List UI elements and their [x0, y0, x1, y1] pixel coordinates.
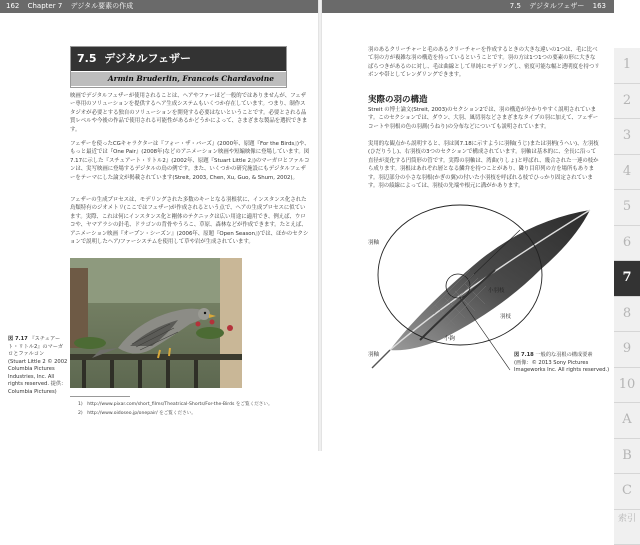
- feather-vane: [390, 210, 590, 350]
- figure-caption-text: 一般的な羽根の構成要素: [535, 352, 592, 358]
- chapter-tab-10[interactable]: 10: [614, 368, 640, 404]
- figure-label: 図 7.17: [8, 336, 28, 342]
- body-paragraph: Streit の博士論文(Streit, 2003)のセクション2では、羽の構造が分かりやすく説明されています。このセクションでは、ダウン、大羽、風切羽などさまざまなタイプの羽に加えて、フェザーコートや羽根の色の羽測(うねり)の分布などについても説明されています。: [368, 106, 600, 132]
- chapter-tab-5[interactable]: 5: [614, 190, 640, 226]
- label-barb: 羽枝: [500, 312, 512, 320]
- section-number: 7.5: [77, 52, 97, 65]
- chapter-tabs: [614, 48, 640, 545]
- falcon-illustration: [70, 258, 242, 388]
- chapter-tab-4[interactable]: 4: [614, 155, 640, 191]
- footnote-divider: [70, 396, 130, 397]
- section-title: デジタルフェザー: [104, 52, 191, 65]
- chapter-tab-3[interactable]: 3: [614, 119, 640, 155]
- body-paragraph: 実用的な観点から説明すると、羽は図7.18に示すように羽軸(うじ)または羽柄(うへい)、左羽枝(ひだりうし)、右羽枝の3つのセクションで構成されています。羽軸は基本的に、全長に沿って直径が変化する円筒形の管です。実際の羽軸は、湾曲(りしょ)と呼ばれ、幾合された一連の枝から成ります。羽根はあれぞれ層となる鱗弁を持つことがあり、隣り目印列の方を場所もあります。羽辺部分の小さな羽根(かぎの翼)の付いた小羽枝を呼ばれる枝でひっかり固定されています。羽の綾線によっては、羽枝の先端や根元に溝がかあります。: [368, 140, 600, 200]
- figure-credit: (画像：© 2013 Sony Pictures Imageworks Inc. All rights reserved.): [514, 360, 609, 374]
- right-header-title: デジタルフェザー: [529, 2, 584, 10]
- left-page-header: [0, 0, 318, 13]
- chapter-tab-7[interactable]: 7: [614, 261, 640, 297]
- body-paragraph: フェザーを使ったCGキャラクターは『フォー・ザ・バーズ』(2000年、原題『For the Birds』)や、もっと最近では『One Pair』(2008年)などのアニメーション映画や短編映像に登場しています。図7.17に示した『スチュアート・リトル2』(2002年、原題『Stuart Little 2』)のマーガロとファルコンは、実写映画に登場するデジタルの鳥の例です。また、いくつかの研究施設にもデジタルフェザーをテーマにした論文が掲載されています(Streit, 2003, Chen, Xu, Guo, & Shum, 2002)。: [70, 140, 310, 192]
- chapter-tab-9[interactable]: 9: [614, 332, 640, 368]
- section-title-box: [70, 46, 287, 88]
- chapter-tab-8[interactable]: 8: [614, 297, 640, 333]
- figure-7-18-caption: [514, 352, 610, 375]
- figure-caption-text: 『スチュアート・リトル2』のマーガロとファルコン: [8, 336, 63, 357]
- falcon-photo: [70, 258, 242, 388]
- label-shaft: 羽軸: [368, 238, 380, 246]
- left-header-title: デジタル要素の作成: [71, 2, 134, 10]
- chapter-tab-c[interactable]: C: [614, 474, 640, 510]
- subsection-title: 実際の羽の構造: [368, 93, 428, 105]
- label-calamus: 羽軸: [368, 350, 380, 358]
- footnote: 1) http://www.pixar.com/short_films/Theatrical-Shorts/For-the-Birds をご覧ください。: [78, 401, 273, 408]
- chapter-tab-6[interactable]: 6: [614, 226, 640, 262]
- figure-7-17-caption: [8, 336, 68, 396]
- book-gutter: [318, 0, 322, 451]
- label-barbule: 小羽枝: [488, 286, 505, 294]
- left-page-number: 162: [6, 2, 19, 10]
- chapter-tab-index[interactable]: 索引: [614, 510, 640, 545]
- label-hook: 小鉤: [444, 334, 456, 342]
- figure-label: 図 7.18: [514, 352, 534, 358]
- section-title-bar: [71, 47, 286, 71]
- body-paragraph: 映画でデジタルフェザーが使用されることは、ヘアやファーほど一般的ではありませんが、フェザー専用のソリューションを提供するヘア生成システムもいくつか存在しています。つまり、制作スタジオが必要とする独自のソリューションを開発する必要はないということです。必要とされる品質レベルや今後の作品で使用される可能性があるかどうかによって、さまざまな製品を選択できます。: [70, 92, 310, 137]
- section-authors: Armin Bruderlin, Francois Chardavoine: [71, 72, 286, 86]
- intro-paragraph: 羽のあるクリーチャーと毛のあるクリーチャーを作成するときの大きな違いの1つは、毛に比べて羽の方が複雑な羽の構造を持っているということです。羽の方は1つ1つの要素の形に大きなばらつきがあるのに対し、毛は曲線として単純にモデリングし、密度可能な幅と透明度を持つリボンや帯としてレンダリングできます。: [368, 46, 600, 80]
- left-chapter-label: Chapter 7: [28, 2, 63, 10]
- chapter-tab-b[interactable]: B: [614, 439, 640, 475]
- chapter-tab-a[interactable]: A: [614, 403, 640, 439]
- figure-credit: (Stuart Little 2 © 2002 Columbia Pictures Industries, Inc. All rights reserved. 提供：Columbia Pictures): [8, 359, 67, 395]
- right-page-number: 163: [593, 2, 606, 10]
- body-paragraph: フェザーの生成プロセスは、モデリングされた多数のキーとなる羽根状に、インスタンス化された鳥類特有のジオメトリ(ここではフェザー)が作成されるという点で、ヘアの生成プロセスに似ています。実際、これは何にインスタンス化と剛体のテクニックは広い用途に適用でき、例えば、ウロコや、ヤマアラシの針毛、ドラゴンの背骨やうろこ、草原、森林などが作成できます。たとえば、アニメーション映画『オープン・シーズン』(2006年、原題『Open Season』)では、ほかのセクションで説明したヘア/ファーシステムを使用して草や岩が生成されています。: [70, 196, 310, 248]
- right-page-header: [322, 0, 614, 13]
- chapter-tab-2[interactable]: 2: [614, 84, 640, 120]
- right-section-number: 7.5: [510, 2, 521, 10]
- footnote: 2) http://www.oidoseo.jp/onepair/ をご覧ください。: [78, 410, 196, 417]
- chapter-tab-1[interactable]: 1: [614, 48, 640, 84]
